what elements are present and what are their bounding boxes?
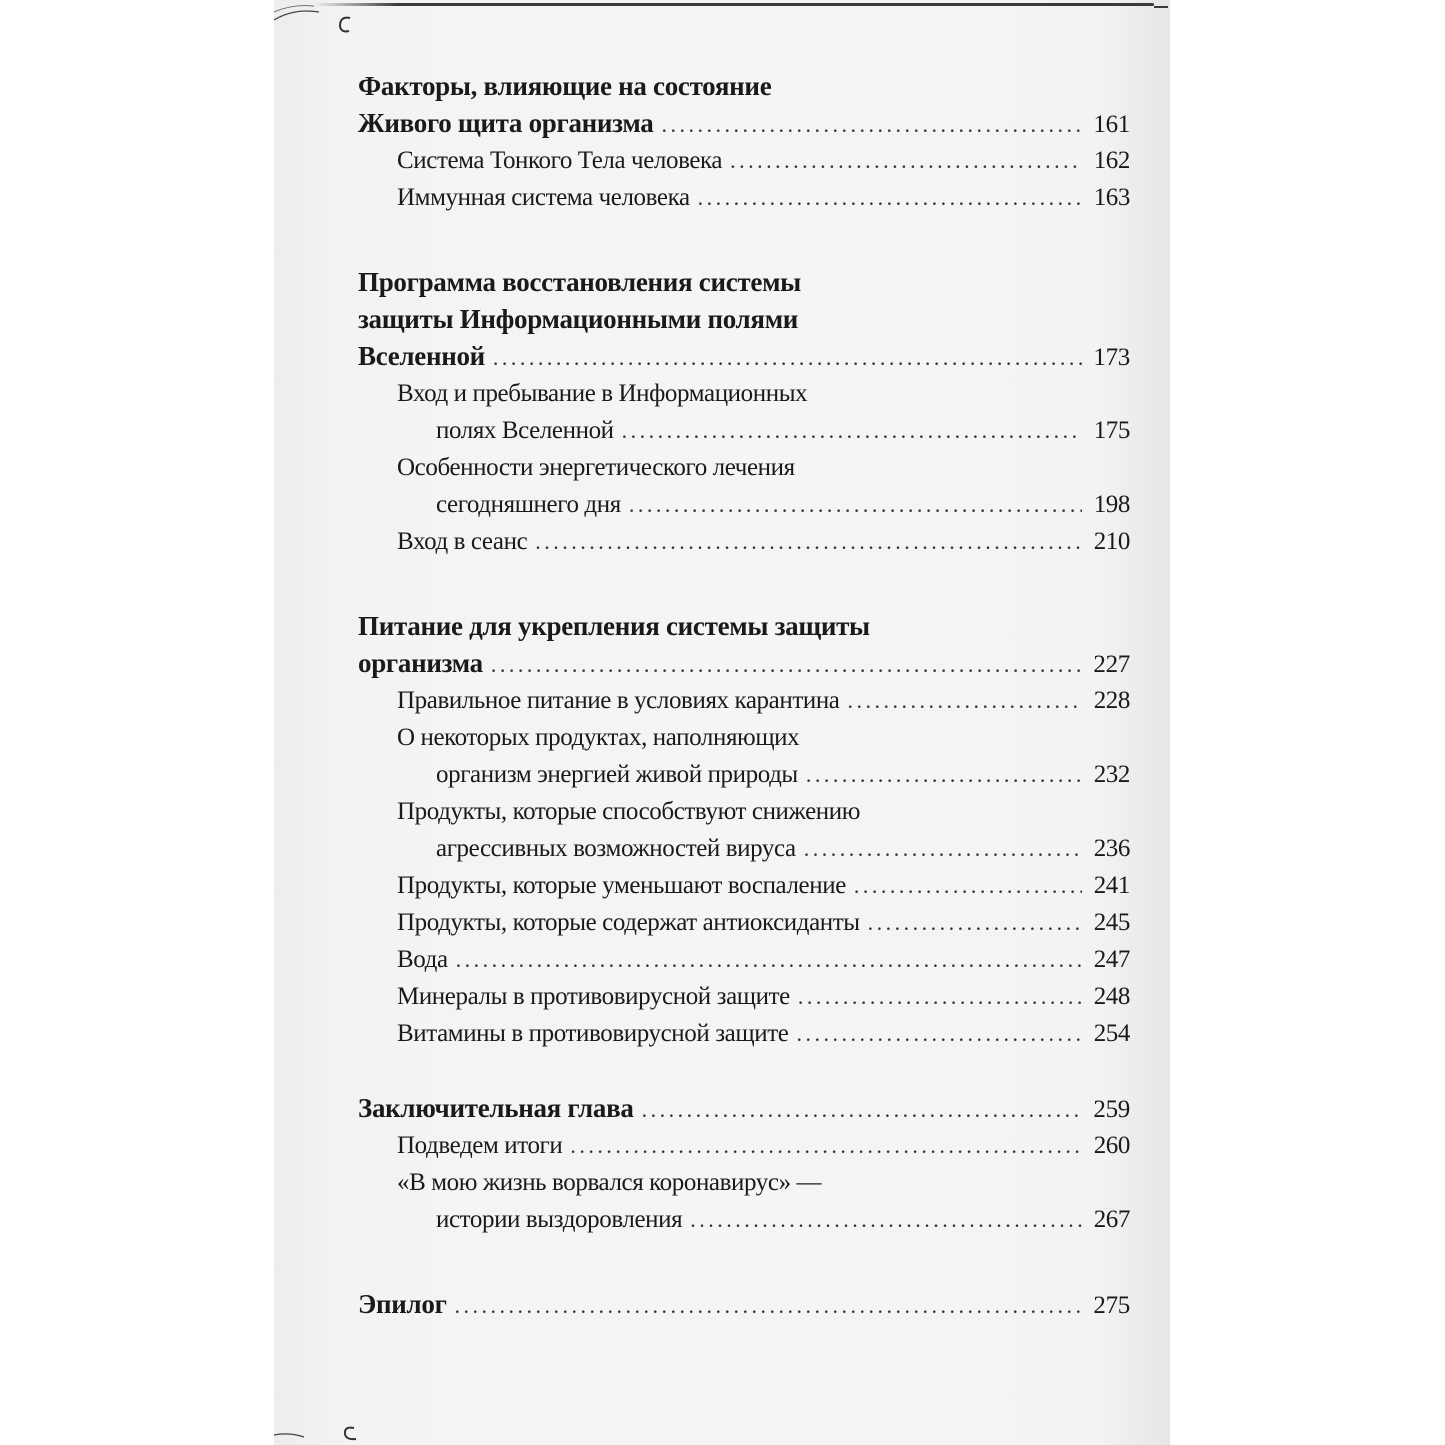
subsection-title: Система Тонкого Тела человека xyxy=(397,147,723,174)
toc-chapter[interactable] xyxy=(358,68,1130,142)
toc-subsection[interactable] xyxy=(358,682,1130,719)
leader-dots xyxy=(730,142,1082,179)
subsection-title: агрессивных возможностей вируса xyxy=(436,835,796,862)
toc-subsection[interactable] xyxy=(358,793,1130,867)
top-rule-divider xyxy=(314,3,1154,6)
table-of-contents xyxy=(358,68,1130,1323)
page-number: 254 xyxy=(1093,1020,1130,1047)
chapter-title: Заключительная глава xyxy=(358,1093,634,1123)
subsection-title: истории выздоровления xyxy=(436,1206,683,1233)
chapter-title: Вселенной xyxy=(358,341,485,371)
subsection-title: Вход в сеанс xyxy=(397,528,528,555)
subsection-title: Минералы в противовирусной защите xyxy=(397,983,790,1010)
subsection-title: Правильное питание в условиях карантина xyxy=(397,687,840,714)
page-number: 198 xyxy=(1093,491,1130,518)
chapter-title: Эпилог xyxy=(358,1289,447,1319)
subsection-title: Продукты, которые уменьшают воспаление xyxy=(397,872,846,899)
page-number: 163 xyxy=(1093,184,1130,211)
page-number: 248 xyxy=(1093,983,1130,1010)
page-number: 227 xyxy=(1093,651,1130,678)
leader-dots xyxy=(868,904,1082,941)
toc-subsection[interactable] xyxy=(358,904,1130,941)
subsection-title: Подведем итоги xyxy=(397,1132,563,1159)
subsection-title: Витамины в противовирусной защите xyxy=(397,1020,789,1047)
leader-dots xyxy=(854,867,1082,904)
chapter-title: Питание для укрепления системы защиты xyxy=(358,611,870,641)
page-number: 210 xyxy=(1093,528,1130,555)
leader-dots xyxy=(491,646,1082,683)
chapter-title: Программа восстановления системы xyxy=(358,267,801,297)
leader-dots xyxy=(622,412,1082,449)
subsection-title: сегодняшнего дня xyxy=(436,491,621,518)
page-number: 232 xyxy=(1093,761,1130,788)
toc-subsection[interactable] xyxy=(358,1015,1130,1052)
page-number: 259 xyxy=(1093,1096,1130,1123)
book-page xyxy=(274,0,1170,1445)
leader-dots xyxy=(456,941,1082,978)
leader-dots xyxy=(698,179,1082,216)
page-number: 260 xyxy=(1093,1132,1130,1159)
subsection-title: Продукты, которые содержат антиоксиданты xyxy=(397,909,860,936)
leader-dots xyxy=(690,1201,1082,1238)
subsection-title: Иммунная система человека xyxy=(397,184,690,211)
leader-dots xyxy=(798,978,1082,1015)
leader-dots xyxy=(661,106,1082,143)
page-number: 247 xyxy=(1093,946,1130,973)
toc-chapter[interactable] xyxy=(358,1090,1130,1127)
page-number: 175 xyxy=(1093,417,1130,444)
toc-subsection[interactable] xyxy=(358,179,1130,216)
toc-subsection[interactable] xyxy=(358,449,1130,523)
flourish-ornament-icon xyxy=(274,1420,384,1445)
page-number: 267 xyxy=(1093,1206,1130,1233)
toc-chapter[interactable] xyxy=(358,608,1130,682)
page-number: 241 xyxy=(1093,872,1130,899)
toc-subsection[interactable] xyxy=(358,1164,1130,1238)
toc-subsection[interactable] xyxy=(358,867,1130,904)
chapter-title: защиты Информационными полями xyxy=(358,304,799,334)
leader-dots xyxy=(629,486,1082,523)
subsection-title: Вход и пребывание в Информационных xyxy=(397,380,808,407)
chapter-title: организма xyxy=(358,648,483,678)
page-number: 236 xyxy=(1093,835,1130,862)
toc-subsection[interactable] xyxy=(358,978,1130,1015)
toc-subsection[interactable] xyxy=(358,523,1130,560)
subsection-title: полях Вселенной xyxy=(436,417,614,444)
leader-dots xyxy=(804,830,1082,867)
leader-dots xyxy=(455,1287,1082,1324)
toc-chapter[interactable] xyxy=(358,1286,1130,1323)
subsection-title: О некоторых продуктах, наполняющих xyxy=(397,724,800,751)
toc-subsection[interactable] xyxy=(358,719,1130,793)
chapter-title: Живого щита организма xyxy=(358,108,654,138)
toc-subsection[interactable] xyxy=(358,941,1130,978)
subsection-title: Вода xyxy=(397,946,448,973)
leader-dots xyxy=(848,682,1082,719)
subsection-title: Продукты, которые способствуют снижению xyxy=(397,798,861,825)
leader-dots xyxy=(493,339,1082,376)
flourish-ornament-icon xyxy=(274,0,384,40)
page-number: 275 xyxy=(1093,1292,1130,1319)
page-number: 245 xyxy=(1093,909,1130,936)
leader-dots xyxy=(796,1015,1082,1052)
toc-subsection[interactable] xyxy=(358,1127,1130,1164)
toc-subsection[interactable] xyxy=(358,142,1130,179)
page-number: 162 xyxy=(1093,147,1130,174)
corner-mark xyxy=(1154,6,1168,8)
subsection-title: Особенности энергетического лечения xyxy=(397,454,795,481)
subsection-title: «В мою жизнь ворвался коронавирус» — xyxy=(397,1169,822,1196)
toc-chapter[interactable] xyxy=(358,264,1130,375)
leader-dots xyxy=(570,1127,1082,1164)
subsection-title: организм энергией живой природы xyxy=(436,761,798,788)
chapter-title: Факторы, влияющие на состояние xyxy=(358,71,772,101)
page-number: 228 xyxy=(1093,687,1130,714)
page-number: 161 xyxy=(1093,111,1130,138)
page-number: 173 xyxy=(1093,344,1130,371)
leader-dots xyxy=(535,523,1082,560)
leader-dots xyxy=(806,756,1082,793)
toc-subsection[interactable] xyxy=(358,375,1130,449)
leader-dots xyxy=(642,1091,1082,1128)
